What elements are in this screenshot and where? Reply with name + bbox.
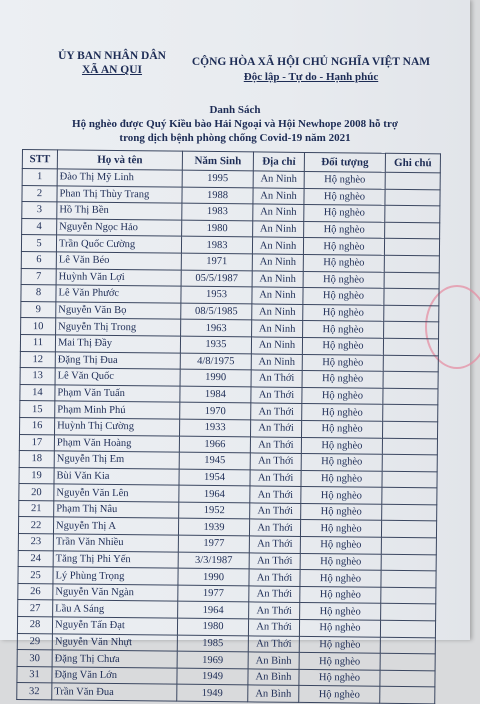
cell-birth-year: 1990 [180,369,251,386]
cell-birth-year: 1980 [177,618,248,635]
cell-category: Hộ nghèo [301,503,382,520]
cell-category: Hộ nghèo [299,669,380,686]
cell-category: Hộ nghèo [300,520,381,537]
cell-category: Hộ nghèo [303,304,384,321]
cell-address: An Thới [249,536,300,553]
cell-stt: 17 [19,434,54,451]
cell-birth-year: 1939 [178,519,249,536]
col-header-address: Địa chỉ [253,152,304,172]
cell-category: Hộ nghèo [303,321,384,338]
cell-note [380,670,435,687]
cell-name: Lê Văn Béo [56,252,181,270]
cell-note [382,454,437,471]
cell-name: Mai Thị Đầy [55,335,180,353]
cell-birth-year: 1977 [178,585,249,602]
cell-stt: 13 [20,368,55,385]
cell-category: Hộ nghèo [304,205,385,222]
cell-address: An Ninh [252,254,303,271]
national-header [186,55,436,85]
title-line2: Hộ nghèo được Quý Kiều bào Hải Ngoại và Hội Newhope 2008 hỗ trợ [72,118,398,130]
cell-name: Lê Văn Quốc [55,368,180,386]
cell-category: Hộ nghèo [300,586,381,603]
col-header-note: Ghi chú [385,153,440,173]
cell-note [381,604,436,621]
cell-address: An Ninh [253,221,304,238]
cell-category: Hộ nghèo [299,619,380,636]
cell-note [381,571,436,588]
col-header-stt: STT [22,150,57,169]
cell-category: Hộ nghèo [303,238,384,255]
cell-note [385,205,440,222]
cell-name: Trần Văn Đua [52,683,177,701]
cell-note [381,537,436,554]
cell-birth-year: 1971 [181,253,252,270]
cell-note [382,421,437,438]
cell-address: An Ninh [251,353,302,370]
cell-note [385,222,440,239]
cell-category: Hộ nghèo [303,288,384,305]
cell-address: An Thới [249,602,300,619]
cell-stt: 28 [17,617,52,634]
cell-stt: 12 [20,351,55,368]
cell-birth-year: 1984 [180,386,251,403]
cell-stt: 29 [17,633,52,650]
cell-birth-year: 1964 [179,485,250,502]
cell-address: An Ninh [253,188,304,205]
cell-category: Hộ nghèo [302,404,383,421]
cell-name: Phạm Minh Phú [55,401,180,419]
cell-birth-year: 1983 [181,237,252,254]
cell-name: Đặng Thị Đua [55,351,180,369]
cell-category: Hộ nghèo [303,254,384,271]
cell-stt: 16 [20,417,55,434]
cell-stt: 24 [18,550,53,567]
cell-address: An Thới [250,486,301,503]
cell-note [384,322,439,339]
cell-name: Huỳnh Thị Cường [55,418,180,436]
cell-name: Phan Thị Thùy Trang [57,185,182,203]
cell-note [383,371,438,388]
issuer-header [52,49,172,77]
cell-note [384,305,439,322]
cell-name: Nguyễn Văn Ngàn [53,584,178,602]
cell-name: Phạm Thị Nâu [54,501,179,519]
cell-stt: 9 [21,301,56,318]
cell-name: Nguyễn Văn Nhựt [52,633,177,651]
cell-birth-year: 1988 [182,187,253,204]
cell-birth-year: 1935 [180,336,251,353]
national-motto-line2: Độc lập - Tự do - Hạnh phúc [243,71,379,83]
cell-name: Nguyễn Thị Trong [56,318,181,336]
col-header-category: Đối tượng [304,152,385,172]
cell-note [385,189,440,206]
cell-note [382,504,437,521]
cell-address: An Thới [249,569,300,586]
cell-category: Hộ nghèo [304,188,385,205]
cell-address: An Ninh [252,304,303,321]
cell-address: An Thới [251,370,302,387]
cell-address: An Ninh [253,204,304,221]
cell-stt: 15 [20,401,55,418]
cell-stt: 31 [17,666,52,683]
cell-category: Hộ nghèo [300,603,381,620]
cell-name: Hồ Thị Bền [57,202,182,220]
cell-name: Nguyễn Tấn Đạt [52,617,177,635]
cell-birth-year: 4/8/1975 [180,353,251,370]
cell-name: Nguyễn Thị Em [54,451,179,469]
cell-note [384,272,439,289]
cell-note [383,405,438,422]
cell-birth-year: 1954 [179,469,250,486]
cell-birth-year: 1970 [180,402,251,419]
cell-note [385,172,440,189]
cell-birth-year: 1945 [179,452,250,469]
cell-name: Đào Thị Mỹ Linh [57,169,182,187]
cell-address: An Bình [248,685,299,702]
cell-note [381,554,436,571]
national-motto-line1: CỘNG HÒA XÃ HỘI CHỦ NGHĨA VIỆT NAM [191,56,431,68]
cell-note [383,388,438,405]
cell-birth-year: 1933 [180,419,251,436]
cell-category: Hộ nghèo [304,171,385,188]
title-line3: trong dịch bệnh phòng chống Covid-19 năm 2021 [119,132,351,144]
cell-address: An Ninh [251,337,302,354]
cell-note [381,587,436,604]
cell-note [381,521,436,538]
cell-stt: 27 [18,600,53,617]
cell-note [380,687,435,704]
cell-note [380,637,435,654]
cell-birth-year: 1977 [178,535,249,552]
cell-address: An Thới [250,436,301,453]
cell-address: An Ninh [252,320,303,337]
cell-birth-year: 1963 [181,320,252,337]
cell-birth-year: 1969 [177,651,248,668]
cell-note [380,653,435,670]
cell-category: Hộ nghèo [301,470,382,487]
cell-birth-year: 1983 [182,203,253,220]
cell-name: Phạm Văn Tuấn [55,385,180,403]
cell-stt: 6 [21,251,56,268]
cell-address: An Thới [248,619,299,636]
cell-name: Đặng Thị Chưa [52,650,177,668]
cell-stt: 23 [18,534,53,551]
cell-stt: 20 [19,484,54,501]
cell-category: Hộ nghèo [300,570,381,587]
cell-note [380,620,435,637]
cell-stt: 2 [22,185,57,202]
cell-birth-year: 1952 [179,502,250,519]
cell-birth-year: 1953 [181,286,252,303]
cell-note [384,239,439,256]
cell-address: An Thới [250,503,301,520]
cell-stt: 11 [20,334,55,351]
cell-birth-year: 1964 [178,602,249,619]
cell-name: Trần Quốc Cường [56,235,181,253]
cell-stt: 4 [22,218,57,235]
cell-address: An Thới [251,420,302,437]
issuer-line2: XÃ AN QUI [81,64,143,76]
cell-birth-year: 1949 [177,685,248,702]
cell-category: Hộ nghèo [302,354,383,371]
cell-address: An Thới [249,553,300,570]
cell-name: Tăng Thị Phi Yến [53,551,178,569]
cell-category: Hộ nghèo [302,371,383,388]
cell-address: An Thới [249,519,300,536]
col-header-name: Họ và tên [57,150,182,170]
cell-stt: 19 [19,467,54,484]
col-header-year: Năm Sinh [182,151,253,171]
cell-address: An Bình [248,669,299,686]
cell-name: Nguyễn Văn Bọ [56,302,181,320]
cell-birth-year: 05/5/1987 [181,270,252,287]
cell-note [384,288,439,305]
cell-category: Hộ nghèo [302,387,383,404]
cell-name: Huỳnh Văn Lợi [56,268,181,286]
cell-category: Hộ nghèo [304,221,385,238]
cell-name: Đặng Văn Lớn [52,667,177,685]
cell-note [383,355,438,372]
cell-stt: 5 [21,235,56,252]
cell-category: Hộ nghèo [303,271,384,288]
cell-category: Hộ nghèo [299,636,380,653]
cell-address: An Thới [249,586,300,603]
cell-address: An Thới [250,453,301,470]
cell-category: Hộ nghèo [302,337,383,354]
cell-category: Hộ nghèo [301,437,382,454]
cell-stt: 7 [21,268,56,285]
cell-address: An Ninh [252,270,303,287]
cell-stt: 25 [18,567,53,584]
title-line1: Danh Sách [209,104,261,116]
cell-note [383,338,438,355]
cell-birth-year: 1980 [182,220,253,237]
cell-birth-year: 1995 [182,170,253,187]
cell-name: Phạm Văn Hoàng [54,434,179,452]
cell-address: An Thới [251,387,302,404]
cell-stt: 18 [19,451,54,468]
cell-stt: 22 [18,517,53,534]
cell-category: Hộ nghèo [299,686,380,703]
cell-name: Nguyễn Văn Lên [54,484,179,502]
cell-address: An Ninh [252,237,303,254]
cell-category: Hộ nghèo [300,553,381,570]
cell-name: Lầu A Sáng [53,600,178,618]
cell-name: Trần Văn Nhiều [53,534,178,552]
cell-address: An Thới [251,403,302,420]
cell-note [382,488,437,505]
cell-note [382,471,437,488]
cell-stt: 30 [17,650,52,667]
cell-stt: 3 [22,202,57,219]
cell-address: An Ninh [253,171,304,188]
cell-name: Nguyễn Ngọc Hảo [57,219,182,237]
cell-birth-year: 1990 [178,568,249,585]
cell-stt: 10 [21,318,56,335]
cell-birth-year: 1949 [177,668,248,685]
cell-address: An Thới [248,636,299,653]
cell-birth-year: 1966 [179,436,250,453]
cell-name: Bùi Văn Kia [54,468,179,486]
household-table [16,149,441,704]
cell-birth-year: 1985 [177,635,248,652]
cell-address: An Thới [250,470,301,487]
cell-name: Lê Văn Phước [56,285,181,303]
cell-category: Hộ nghèo [301,487,382,504]
cell-birth-year: 08/5/1985 [181,303,252,320]
table-row [17,683,435,704]
cell-stt: 32 [17,683,52,700]
cell-birth-year: 3/3/1987 [178,552,249,569]
cell-address: An Bình [248,652,299,669]
cell-category: Hộ nghèo [302,420,383,437]
cell-address: An Ninh [252,287,303,304]
cell-stt: 26 [18,583,53,600]
issuer-line1: ỦY BAN NHÂN DÂN [58,50,166,62]
cell-category: Hộ nghèo [300,536,381,553]
cell-stt: 1 [22,169,57,186]
cell-stt: 8 [21,285,56,302]
cell-stt: 21 [19,500,54,517]
cell-name: Lý Phùng Trọng [53,567,178,585]
cell-note [384,255,439,272]
document-title [40,103,430,145]
cell-note [382,438,437,455]
cell-category: Hộ nghèo [299,653,380,670]
cell-name: Nguyễn Thị A [53,517,178,535]
cell-category: Hộ nghèo [301,454,382,471]
cell-stt: 14 [20,384,55,401]
